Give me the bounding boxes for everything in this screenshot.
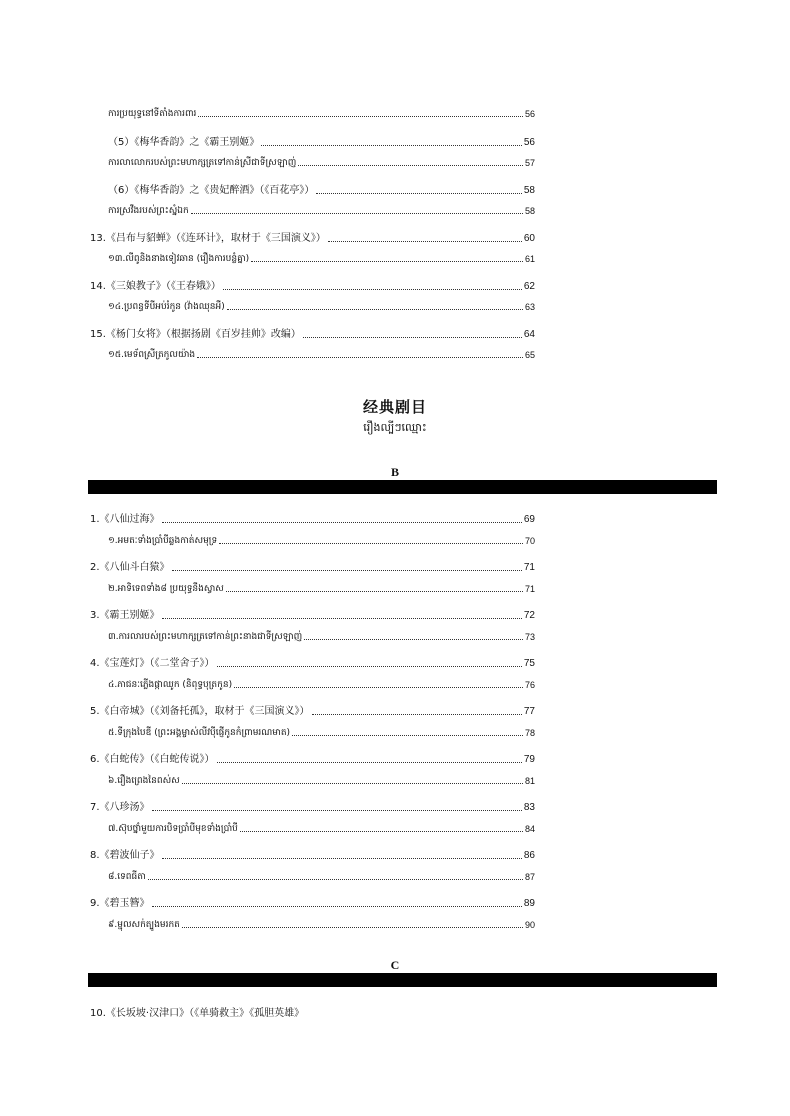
dot-leader	[182, 783, 523, 784]
entry-title: ការស្រវឹងរបស់ព្រះស្នំឯក	[108, 206, 189, 216]
entry-title: （6）《梅华香韵》之《贵妃醉酒》（《百花亭》）	[108, 185, 315, 196]
page-number: 69	[523, 514, 535, 525]
dot-leader	[219, 543, 523, 544]
page-number: 70	[524, 536, 535, 546]
toc-entry	[90, 279, 535, 293]
page-number: 84	[524, 824, 535, 834]
toc-entry	[90, 327, 535, 341]
entry-title: ៣.ការលារបស់ព្រះមហាក្សត្រទៅកាន់ព្រះនាងជាទីស្រឡាញ់	[108, 632, 303, 642]
section-letter-b: B	[390, 465, 399, 479]
entry-title: 14.《三娘教子》（《王春娥》）	[90, 281, 221, 292]
section-divider-bar-b	[88, 480, 717, 494]
dot-leader	[261, 145, 522, 146]
dot-leader	[328, 241, 522, 242]
page-number: 64	[523, 329, 535, 340]
page-number: 62	[523, 281, 535, 292]
page-number: 73	[524, 632, 535, 642]
section-title: 经典剧目	[362, 398, 427, 416]
entry-title: ៩.ម្ជុលសក់ត្បូងមរកត	[108, 920, 180, 930]
toc-entry-translation	[108, 821, 535, 835]
entry-title: 9.《碧玉簪》	[90, 898, 150, 909]
toc-entry-translation	[108, 299, 535, 313]
page-number: 58	[524, 206, 535, 216]
dot-leader	[292, 735, 523, 736]
page-number: 56	[523, 137, 535, 148]
dot-leader	[298, 165, 523, 166]
dot-leader	[304, 639, 523, 640]
toc-entry	[90, 512, 535, 526]
toc-entry-translation	[108, 155, 535, 169]
entry-title: ២.អាទិទេពទាំង៨ ប្រយុទ្ធនឹងស្វាស	[108, 584, 224, 594]
toc-entry-translation	[108, 251, 535, 265]
entry-title: 5.《白帝城》（《刘备托孤》，取材于《三国演义》）	[90, 706, 310, 717]
toc-entry	[90, 231, 535, 245]
toc-entry	[90, 704, 535, 718]
page-number: 65	[524, 350, 535, 360]
entry-title: ១៤.ប្រពន្ធទីបីអប់រំកូន (វ៉ាងឈុនអឺ)	[108, 302, 225, 312]
entry-title: ៥.ទីក្រុងបៃឌី (ព្រះអង្គម្ចាស់លីវប៉ីផ្ញើកូនកំព្រាមរណមាត)	[108, 728, 291, 738]
entry-title: 2.《八仙斗白猿》	[90, 562, 170, 573]
dot-leader	[312, 714, 522, 715]
entry-title: 3.《霸王别姬》	[90, 610, 160, 621]
entry-title: 7.《八珍汤》	[90, 802, 150, 813]
toc-entry	[108, 135, 535, 149]
dot-leader	[172, 570, 522, 571]
toc-entry-translation	[108, 773, 535, 787]
page-number: 81	[524, 776, 535, 786]
toc-entry-translation	[108, 869, 535, 883]
dot-leader	[148, 879, 523, 880]
page-number: 83	[523, 802, 535, 813]
dot-leader	[234, 687, 523, 688]
toc-entry-translation	[108, 725, 535, 739]
section-divider-bar-c	[88, 973, 717, 987]
toc-entry	[108, 183, 535, 197]
page-number: 89	[523, 898, 535, 909]
toc-entry-partial: 10.《长坂坡·汉津口》（《单骑救主》《孤胆英雄》	[90, 1008, 305, 1019]
dot-leader	[152, 906, 522, 907]
toc-entry-translation	[108, 203, 535, 217]
dot-leader	[227, 309, 523, 310]
page-number: 79	[523, 754, 535, 765]
dot-leader	[191, 213, 523, 214]
toc-entry-translation	[108, 677, 535, 691]
page-number: 77	[523, 706, 535, 717]
dot-leader	[162, 858, 522, 859]
page-number: 86	[523, 850, 535, 861]
dot-leader	[240, 831, 523, 832]
dot-leader	[226, 591, 523, 592]
page-number: 60	[523, 233, 535, 244]
section-letter-c: C	[390, 958, 400, 972]
entry-title: ៤.ភាជនៈភ្លើងផ្កាឈូក (និពុទ្ធបុត្រកូន)	[108, 680, 233, 690]
page-number: 72	[523, 610, 535, 621]
toc-entry-translation	[108, 533, 535, 547]
toc-entry-translation	[108, 629, 535, 643]
toc-entry	[90, 656, 535, 670]
entry-title: ៦.រឿងព្រេងនៃពស់ស	[108, 776, 180, 786]
entry-title: 13.《吕布与貂蝉》（《连环计》，取材于《三国演义》）	[90, 233, 326, 244]
page-number: 57	[524, 158, 535, 168]
page-number: 56	[524, 109, 535, 119]
entry-title: ៨.ទេពធីតា	[108, 872, 146, 882]
toc-entry	[90, 896, 535, 910]
toc-entry	[90, 848, 535, 862]
page-number: 90	[524, 920, 535, 930]
dot-leader	[223, 289, 522, 290]
entry-title: ៧.ស៊ុបថ្នាំមួយការបិទប្រាំបីមុខទាំងប្រាំបី	[108, 824, 238, 834]
dot-leader	[162, 522, 522, 523]
dot-leader	[217, 666, 522, 667]
toc-entry	[90, 560, 535, 574]
dot-leader	[182, 927, 523, 928]
entry-title: ១៥.មេទ័ពស្រីត្រកូលយ៉ាង	[108, 350, 196, 360]
dot-leader	[197, 357, 523, 358]
toc-entry	[90, 752, 535, 766]
entry-title: 8.《碧波仙子》	[90, 850, 160, 861]
toc-entry	[90, 608, 535, 622]
entry-title: ១.អមតៈទាំងប្រាំបីឆ្លងកាត់សមុទ្រ	[108, 536, 218, 546]
dot-leader	[162, 618, 522, 619]
page-number: 61	[524, 254, 535, 264]
page-number: 63	[524, 302, 535, 312]
page-number: 76	[524, 680, 535, 690]
toc-entry-translation	[108, 581, 535, 595]
dot-leader	[303, 337, 522, 338]
entry-title: （5）《梅华香韵》之《霸王别姬》	[108, 137, 260, 148]
dot-leader	[316, 193, 522, 194]
entry-title: ការលាលោករបស់ព្រះមហាក្សត្រទៅកាន់ស្រីជាទីស្រឡាញ់	[108, 158, 297, 168]
entry-title: 1.《八仙过海》	[90, 514, 160, 525]
toc-entry-translation	[108, 347, 535, 361]
entry-title: 4.《宝莲灯》（《二堂舍子》）	[90, 658, 215, 669]
toc-entry	[90, 800, 535, 814]
entry-title: ១៣.លីពូនិងនាងទៀវឆាន (រឿងការបន្លំគ្នា)	[108, 254, 250, 264]
entry-title: 15.《杨门女将》（根据扬剧《百岁挂帅》改编）	[90, 329, 301, 340]
page-number: 87	[524, 872, 535, 882]
page-number: 71	[523, 562, 535, 573]
page-number: 75	[523, 658, 535, 669]
page-number: 71	[524, 584, 535, 594]
entry-title: 6.《白蛇传》（《白蛇传说》）	[90, 754, 215, 765]
dot-leader	[198, 116, 523, 117]
toc-entry-translation	[108, 917, 535, 931]
entry-title: ការប្រយុទ្ធនៅទីតាំងការពារ	[108, 109, 197, 119]
toc-entry-translation	[108, 106, 535, 120]
dot-leader	[152, 810, 522, 811]
page-number: 78	[524, 728, 535, 738]
dot-leader	[217, 762, 522, 763]
page-number: 58	[523, 185, 535, 196]
dot-leader	[251, 261, 523, 262]
section-subtitle: រឿងល្បីៗឈ្មោះ	[363, 421, 427, 434]
